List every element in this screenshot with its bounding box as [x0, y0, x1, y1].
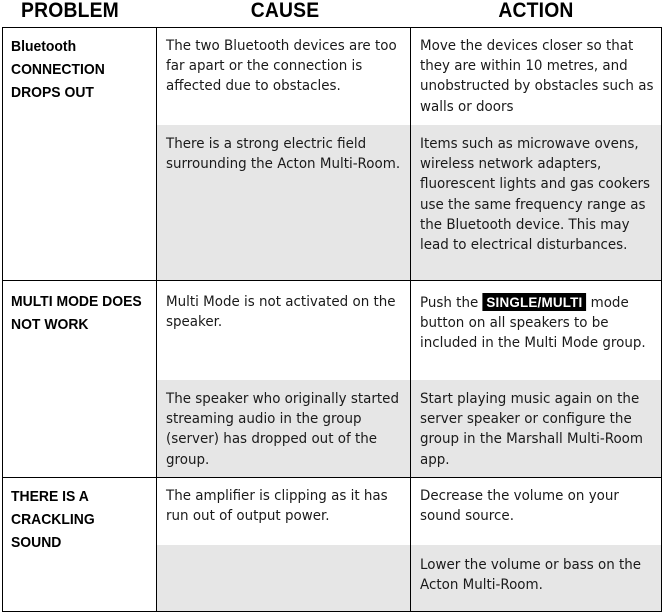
cause-cell: The amplifier is clipping as it has run out of output power. [166, 488, 388, 525]
cause-cell: The speaker who originally started streaming audio in the group (server) has dropped out of the group. [166, 391, 399, 468]
cause-cell: The two Bluetooth devices are too far apart or the connection is affected due to obstacles. [166, 38, 397, 95]
table-header [0, 0, 668, 27]
problem-cell: MULTI MODE DOES NOT WORK [11, 293, 142, 333]
problem-cell: Bluetooth CONNECTION DROPS OUT [11, 38, 105, 101]
action-cell: Start playing music again on the server speaker or configure the group in the Marshall Multi-Room app. [420, 391, 643, 468]
problem-cell: THERE IS A CRACKLING SOUND [11, 488, 95, 551]
header-action: ACTION [498, 0, 574, 22]
column-divider [156, 28, 157, 611]
header-cause: CAUSE [250, 0, 320, 22]
cause-cell: Multi Mode is not activated on the speaker. [166, 294, 396, 331]
action-cell: Lower the volume or bass on the Acton Multi-Room. [420, 557, 642, 594]
header-problem: PROBLEM [21, 0, 119, 22]
action-cell [420, 292, 654, 354]
column-divider [410, 28, 411, 611]
cause-cell: There is a strong electric field surrounding the Acton Multi-Room. [166, 136, 401, 173]
action-cell: Move the devices closer so that they are within 10 metres, and unobstructed by obstacles such as walls or doors [420, 38, 654, 115]
action-text: Push the [420, 295, 479, 311]
action-cell: Items such as microwave ovens, wireless network adapters, fluorescent lights and gas cookers use the same frequency range as the Bluetooth device. This may lead to electrical disturbances. [420, 136, 651, 254]
section-divider [3, 477, 661, 478]
action-text: mode button on all speakers to be included in the Multi Mode group. [420, 295, 646, 352]
troubleshooting-table [2, 27, 662, 612]
action-cell: Decrease the volume on your sound source. [420, 488, 619, 525]
section-divider [3, 280, 661, 281]
single-multi-button-label: SINGLE/MULTI [483, 293, 587, 311]
